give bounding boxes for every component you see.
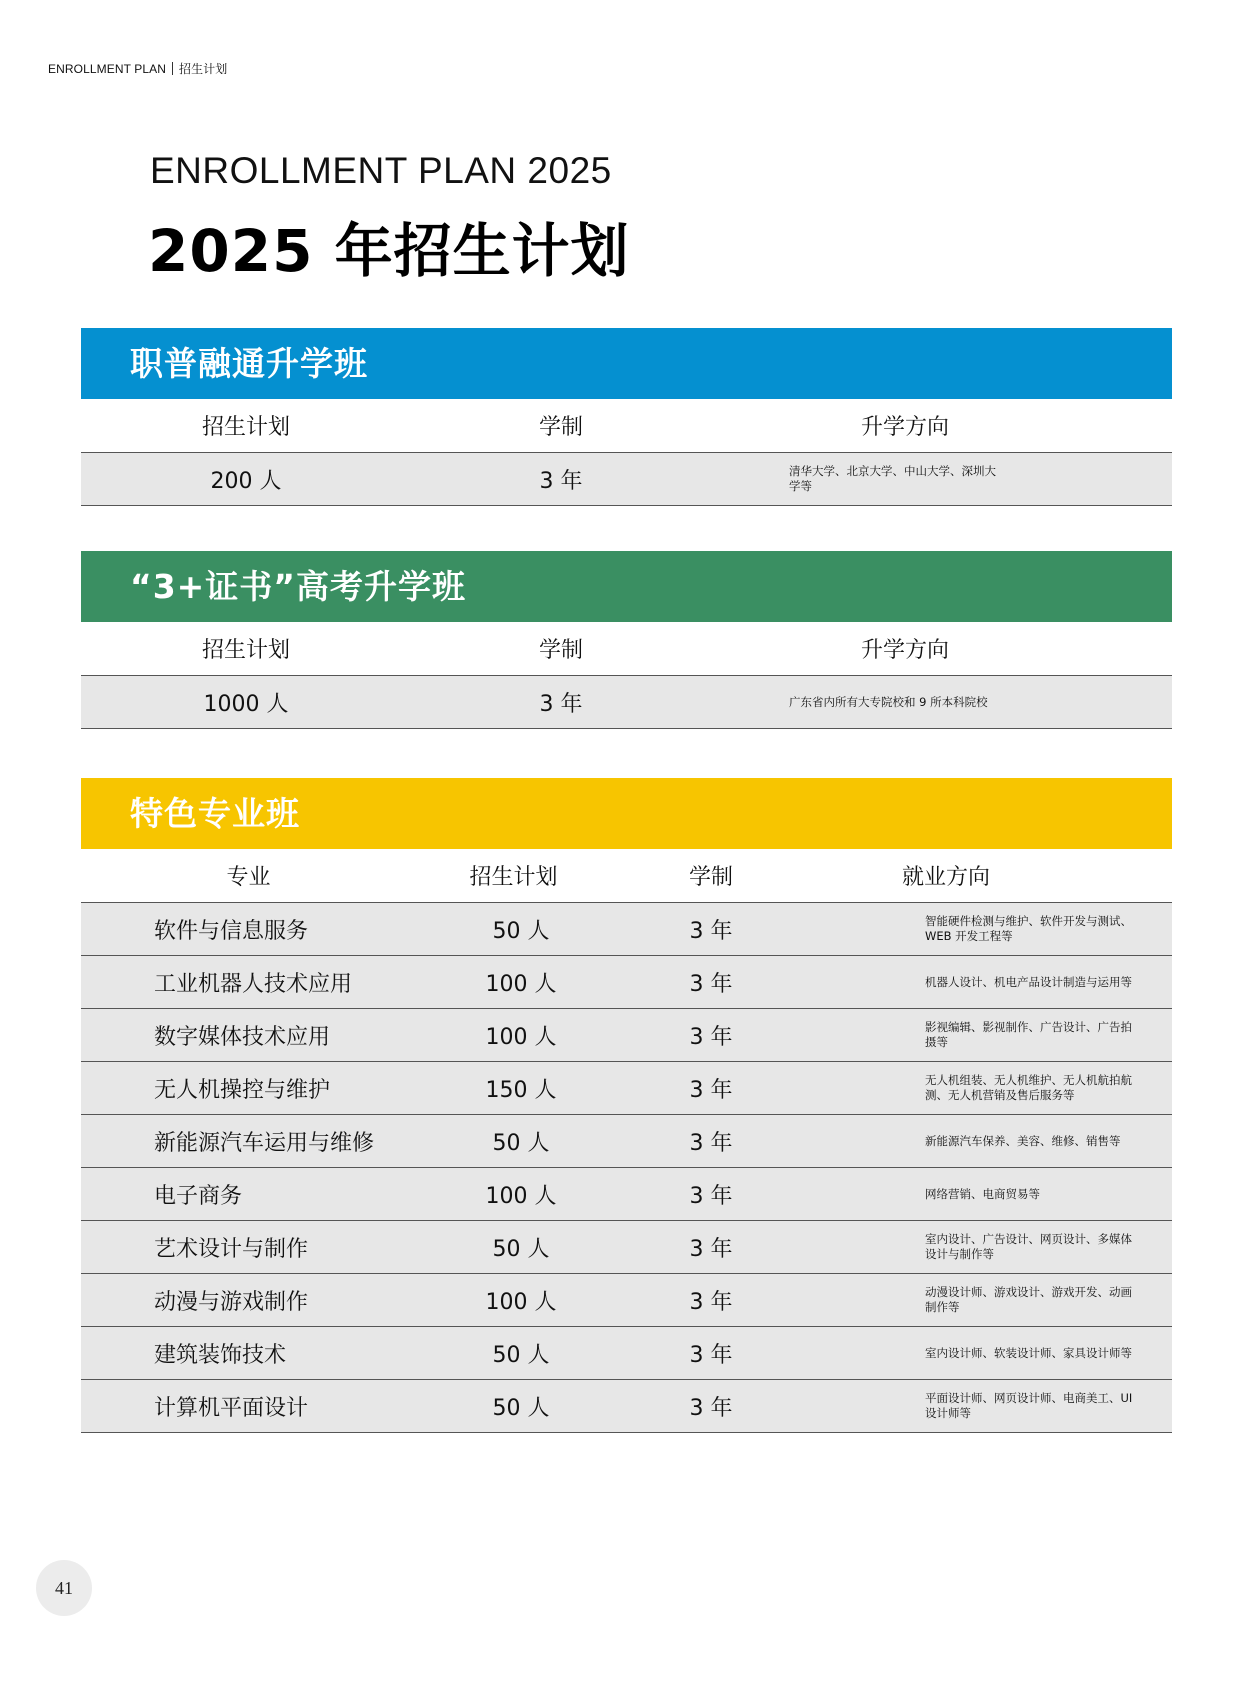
page-number: 41 — [36, 1560, 92, 1616]
header-major: 专业 — [226, 865, 271, 890]
cell-plan: 50 人 — [492, 1130, 550, 1156]
header-plan: 招生计划 — [469, 865, 558, 890]
cell-plan: 100 人 — [485, 1289, 557, 1315]
header-direction: 升学方向 — [861, 415, 950, 440]
table-row — [81, 1062, 1172, 1115]
cell-plan: 50 人 — [492, 918, 550, 944]
table-row — [81, 1221, 1172, 1274]
section-banner: “3+证书”高考升学班 — [81, 551, 1172, 622]
table-row — [81, 1380, 1172, 1433]
table-header — [81, 622, 1172, 676]
table-header — [81, 399, 1172, 453]
cell-career: 影视编辑、影视制作、广告设计、广告拍摄等 — [925, 1020, 1132, 1049]
cell-years: 3 年 — [689, 1342, 733, 1368]
cell-plan: 50 人 — [492, 1236, 550, 1262]
page-title-zh: 2025 年招生计划 — [148, 217, 630, 285]
running-head-en: ENROLLMENT PLAN — [48, 62, 166, 76]
cell-years: 3 年 — [689, 1130, 733, 1156]
cell-years: 3 年 — [689, 1183, 733, 1209]
cell-career: 新能源汽车保养、美容、维修、销售等 — [925, 1133, 1121, 1148]
cell-years: 3 年 — [689, 971, 733, 997]
cell-major: 软件与信息服务 — [154, 918, 309, 944]
cell-years: 3 年 — [539, 468, 583, 494]
table-row — [81, 453, 1172, 506]
cell-years: 3 年 — [689, 1289, 733, 1315]
cell-career: 机器人设计、机电产品设计制造与运用等 — [925, 974, 1132, 989]
header-plan: 招生计划 — [201, 638, 290, 663]
cell-plan: 50 人 — [492, 1395, 550, 1421]
cell-major: 数字媒体技术应用 — [154, 1024, 331, 1050]
section-banner: 职普融通升学班 — [81, 328, 1172, 399]
running-head-divider — [172, 62, 173, 75]
cell-direction: 清华大学、北京大学、中山大学、深圳大学等 — [789, 464, 996, 493]
running-head — [48, 60, 227, 77]
header-direction: 升学方向 — [861, 638, 950, 663]
section-featured-majors — [81, 778, 1172, 1433]
cell-career: 网络营销、电商贸易等 — [925, 1186, 1040, 1201]
cell-career: 智能硬件检测与维护、软件开发与测试、WEB 开发工程等 — [925, 914, 1132, 943]
table-row — [81, 956, 1172, 1009]
cell-plan: 50 人 — [492, 1342, 550, 1368]
table-header — [81, 849, 1172, 903]
cell-plan: 100 人 — [485, 1183, 557, 1209]
cell-career: 动漫设计师、游戏设计、游戏开发、动画制作等 — [925, 1285, 1132, 1314]
cell-years: 3 年 — [689, 1024, 733, 1050]
cell-major: 动漫与游戏制作 — [154, 1289, 309, 1315]
section-gaokao — [81, 551, 1172, 729]
cell-plan: 100 人 — [485, 1024, 557, 1050]
page-title-en: ENROLLMENT PLAN 2025 — [150, 150, 612, 191]
header-years: 学制 — [538, 638, 583, 663]
header-plan: 招生计划 — [201, 415, 290, 440]
header-years: 学制 — [538, 415, 583, 440]
running-head-zh: 招生计划 — [178, 62, 228, 76]
cell-major: 计算机平面设计 — [154, 1395, 309, 1421]
cell-years: 3 年 — [689, 918, 733, 944]
cell-major: 电子商务 — [154, 1183, 243, 1209]
cell-major: 建筑装饰技术 — [154, 1342, 287, 1368]
cell-career: 平面设计师、网页设计师、电商美工、UI 设计师等 — [925, 1391, 1133, 1420]
cell-career: 室内设计师、软装设计师、家具设计师等 — [925, 1345, 1132, 1360]
table-row — [81, 1168, 1172, 1221]
cell-years: 3 年 — [539, 691, 583, 717]
table-row — [81, 1327, 1172, 1380]
cell-major: 无人机操控与维护 — [154, 1077, 331, 1103]
cell-major: 工业机器人技术应用 — [154, 971, 353, 997]
cell-direction: 广东省内所有大专院校和 9 所本科院校 — [789, 694, 988, 709]
header-years: 学制 — [688, 865, 733, 890]
cell-plan: 1000 人 — [203, 691, 289, 717]
table-row — [81, 676, 1172, 729]
table-row — [81, 1009, 1172, 1062]
section-banner: 特色专业班 — [81, 778, 1172, 849]
cell-plan: 200 人 — [210, 468, 282, 494]
cell-major: 艺术设计与制作 — [154, 1236, 309, 1262]
cell-plan: 100 人 — [485, 971, 557, 997]
table-row — [81, 1274, 1172, 1327]
cell-major: 新能源汽车运用与维修 — [154, 1130, 375, 1156]
cell-years: 3 年 — [689, 1077, 733, 1103]
cell-plan: 150 人 — [485, 1077, 557, 1103]
table-row — [81, 1115, 1172, 1168]
cell-career: 无人机组装、无人机维护、无人机航拍航测、无人机营销及售后服务等 — [925, 1073, 1132, 1102]
header-career: 就业方向 — [902, 865, 991, 890]
cell-career: 室内设计、广告设计、网页设计、多媒体设计与制作等 — [925, 1232, 1132, 1261]
section-vocational-general — [81, 328, 1172, 506]
cell-years: 3 年 — [689, 1395, 733, 1421]
table-row — [81, 903, 1172, 956]
cell-years: 3 年 — [689, 1236, 733, 1262]
